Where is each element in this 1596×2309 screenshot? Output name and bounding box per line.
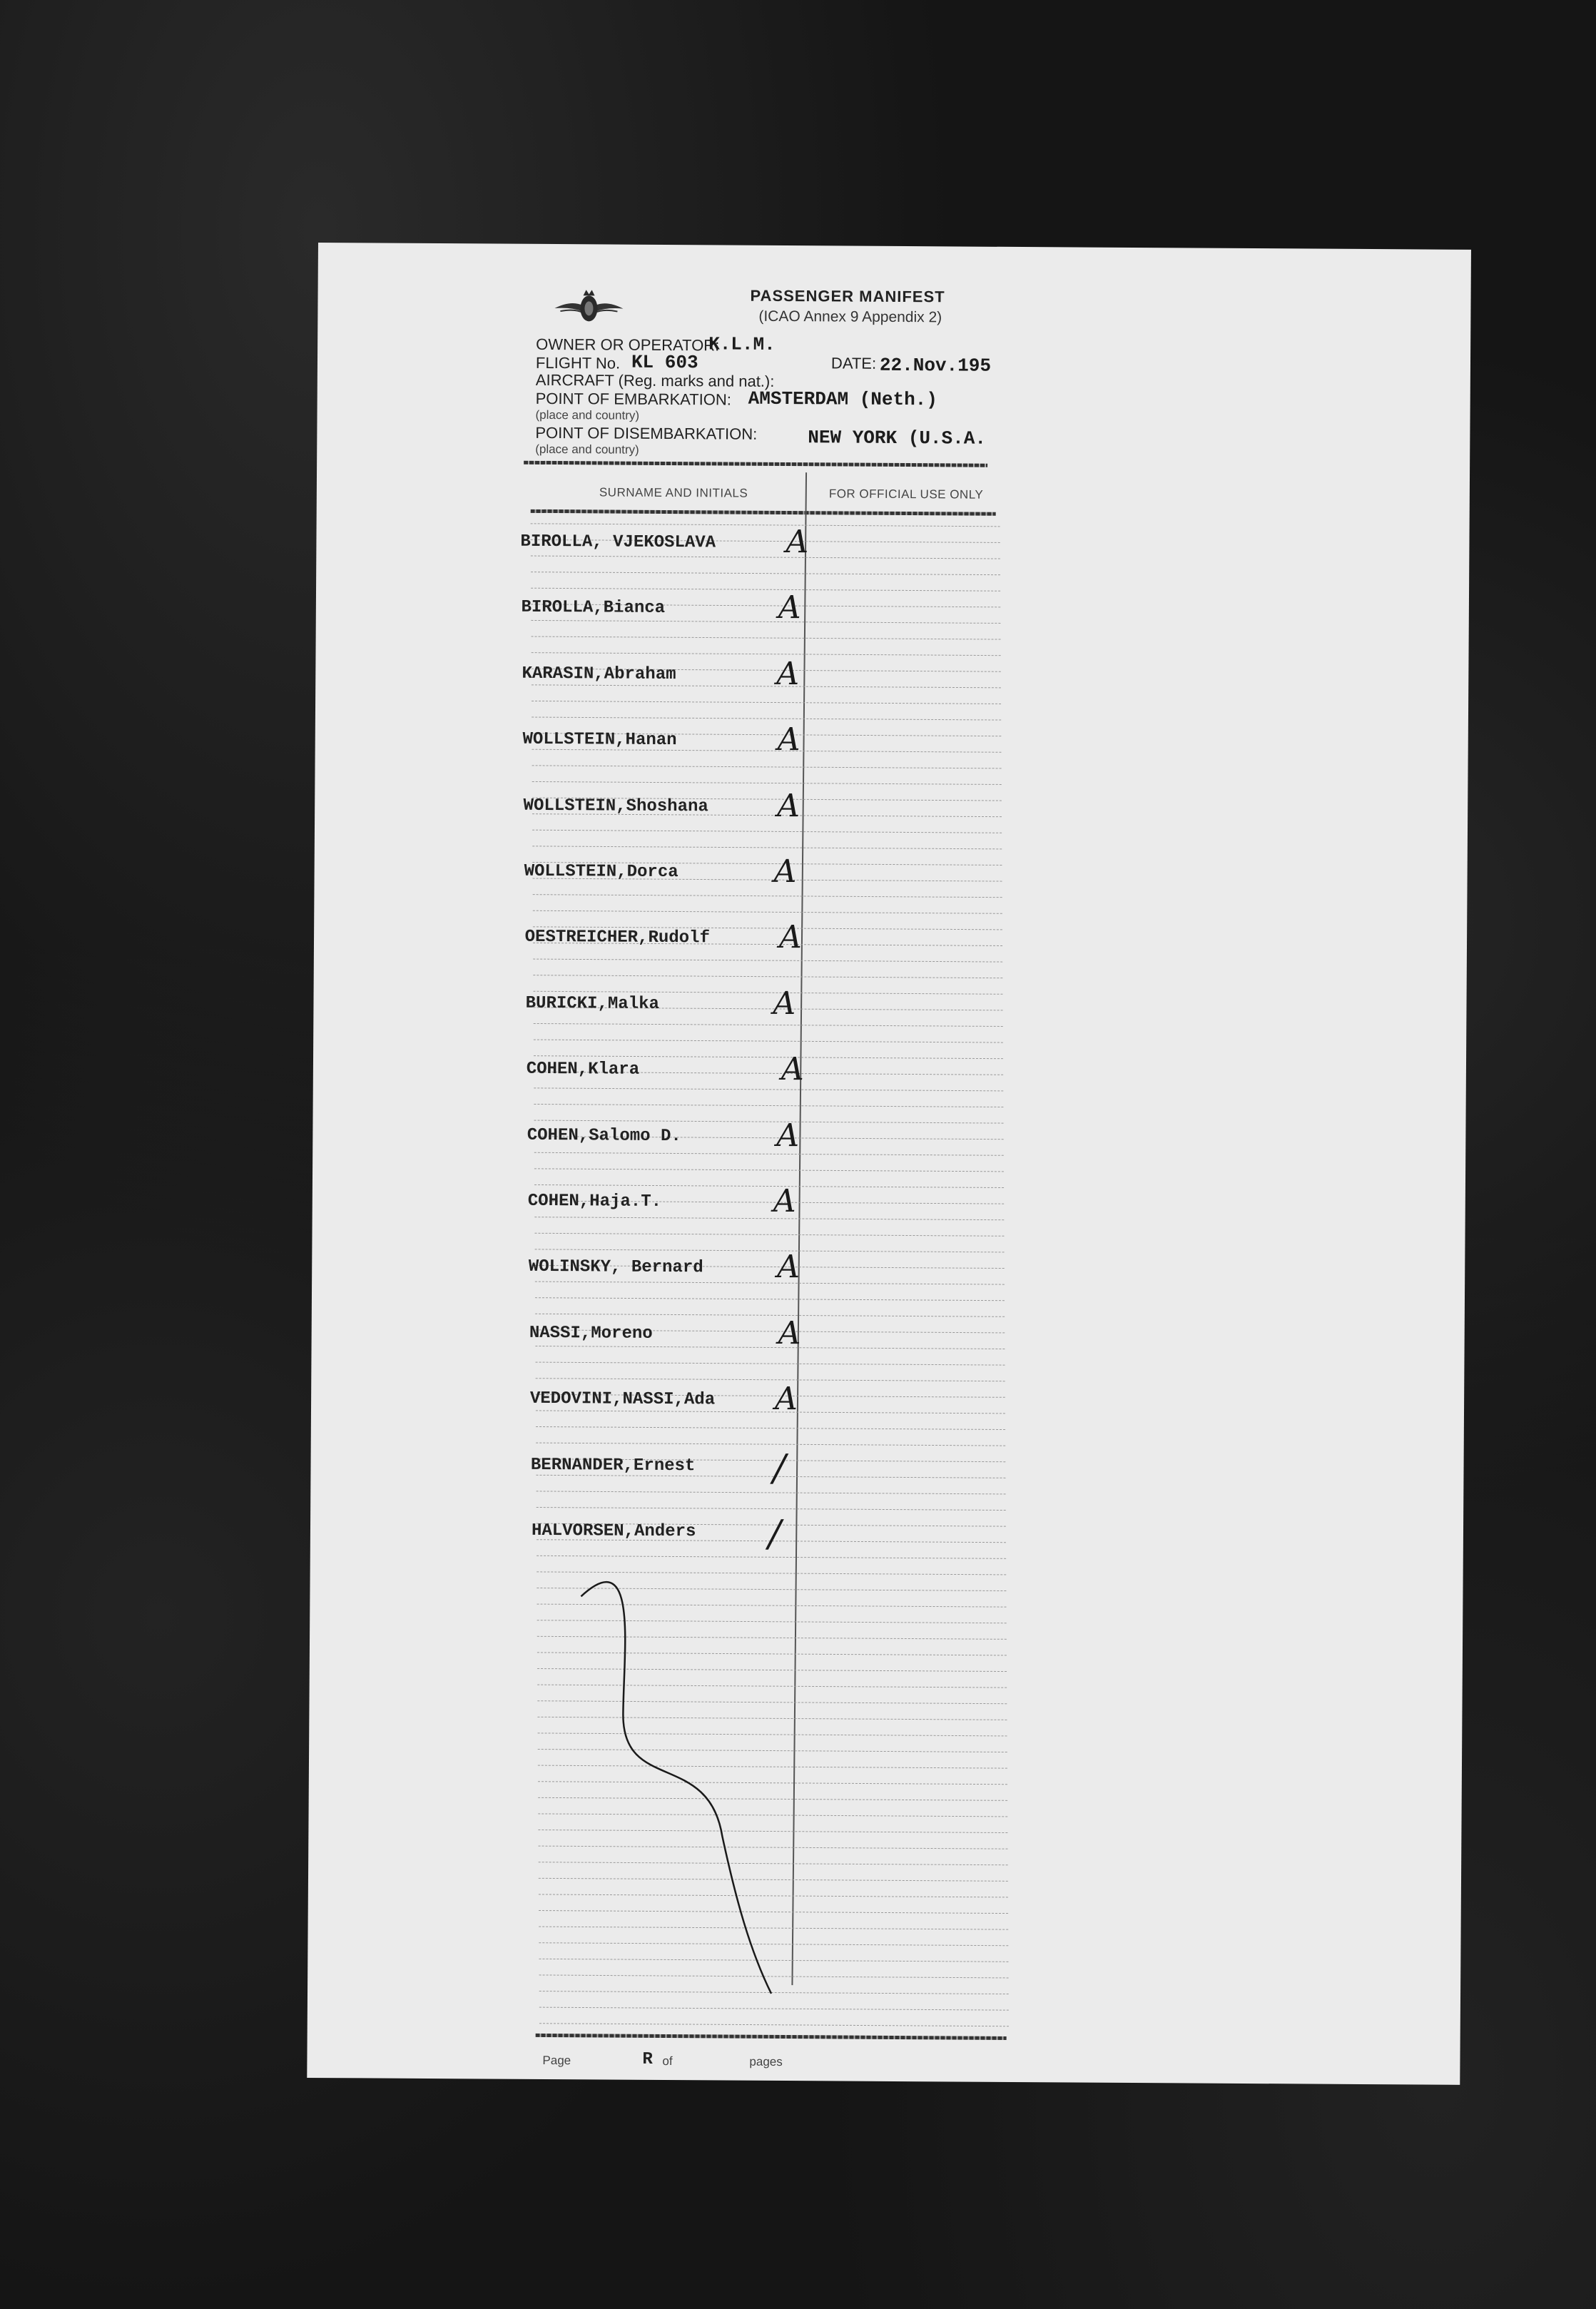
disembark-note: (place and country) bbox=[535, 442, 639, 457]
disembark-label: POINT OF DISEMBARKATION: bbox=[535, 423, 758, 443]
passenger-name: BIROLLA,Bianca bbox=[521, 598, 666, 619]
passenger-name: VEDOVINI,NASSI,Ada bbox=[529, 1389, 716, 1410]
official-mark: A bbox=[773, 985, 796, 1022]
date-label: DATE: bbox=[830, 354, 877, 372]
owner-label: OWNER OR OPERATOR: bbox=[536, 335, 720, 355]
footer-pages-label: pages bbox=[749, 2054, 783, 2069]
form-subtitle: (ICAO Annex 9 Appendix 2) bbox=[758, 308, 942, 326]
passenger-name: COHEN,Haja.T. bbox=[527, 1191, 662, 1212]
cancel-line-scribble bbox=[307, 243, 1471, 2085]
passenger-name: WOLLSTEIN,Hanan bbox=[522, 729, 677, 751]
official-mark: A bbox=[776, 655, 800, 692]
manifest-page bbox=[307, 243, 1471, 2085]
passenger-name: NASSI,Moreno bbox=[529, 1323, 653, 1344]
passenger-name: BERNANDER,Ernest bbox=[530, 1455, 696, 1476]
official-mark: A bbox=[778, 1314, 801, 1351]
disembark-value: NEW YORK (U.S.A. bbox=[808, 427, 987, 450]
official-mark: A bbox=[773, 853, 797, 890]
official-mark: A bbox=[776, 1117, 800, 1154]
official-mark: A bbox=[773, 1182, 796, 1220]
official-mark: A bbox=[778, 589, 801, 626]
date-value: 22.Nov.195 bbox=[879, 354, 992, 377]
surname-column-header: SURNAME AND INITIALS bbox=[599, 485, 748, 500]
flight-label: FLIGHT No. bbox=[535, 353, 621, 372]
official-mark: / bbox=[768, 1512, 781, 1556]
official-mark: A bbox=[774, 1381, 798, 1418]
footer-of-label: of bbox=[662, 2054, 673, 2069]
embark-label: POINT OF EMBARKATION: bbox=[535, 389, 731, 409]
official-mark: A bbox=[781, 1051, 804, 1088]
official-column-header: FOR OFFICIAL USE ONLY bbox=[828, 487, 984, 502]
embark-note: (place and country) bbox=[535, 407, 640, 422]
official-mark: A bbox=[777, 1249, 800, 1286]
footer-page-label: Page bbox=[542, 2053, 571, 2068]
official-mark: A bbox=[778, 919, 802, 956]
passenger-name: KARASIN,Abraham bbox=[522, 664, 676, 684]
official-mark: A bbox=[777, 787, 800, 824]
flight-value: KL 603 bbox=[631, 351, 698, 374]
embark-value: AMSTERDAM (Neth.) bbox=[748, 387, 938, 411]
passenger-name: WOLLSTEIN,Dorca bbox=[524, 861, 678, 883]
passenger-name: WOLLSTEIN,Shoshana bbox=[523, 796, 708, 816]
official-mark: / bbox=[773, 1446, 786, 1490]
passenger-name: BURICKI,Malka bbox=[525, 993, 659, 1014]
passenger-name: OESTREICHER,Rudolf bbox=[524, 928, 710, 948]
owner-value: K.L.M. bbox=[708, 333, 776, 355]
official-mark: A bbox=[786, 524, 809, 561]
passenger-name: COHEN,Klara bbox=[526, 1059, 640, 1080]
official-mark: A bbox=[777, 721, 800, 758]
passenger-name: HALVORSEN,Anders bbox=[531, 1521, 696, 1542]
footer-page-value: R bbox=[642, 2049, 653, 2069]
form-title: PASSENGER MANIFEST bbox=[750, 286, 945, 306]
aircraft-label: AIRCRAFT (Reg. marks and nat.): bbox=[535, 370, 775, 390]
passenger-name: WOLINSKY, Bernard bbox=[528, 1257, 703, 1278]
passenger-name: COHEN,Salomo D. bbox=[527, 1125, 681, 1146]
passenger-name: BIROLLA, VJEKOSLAVA bbox=[520, 532, 716, 553]
